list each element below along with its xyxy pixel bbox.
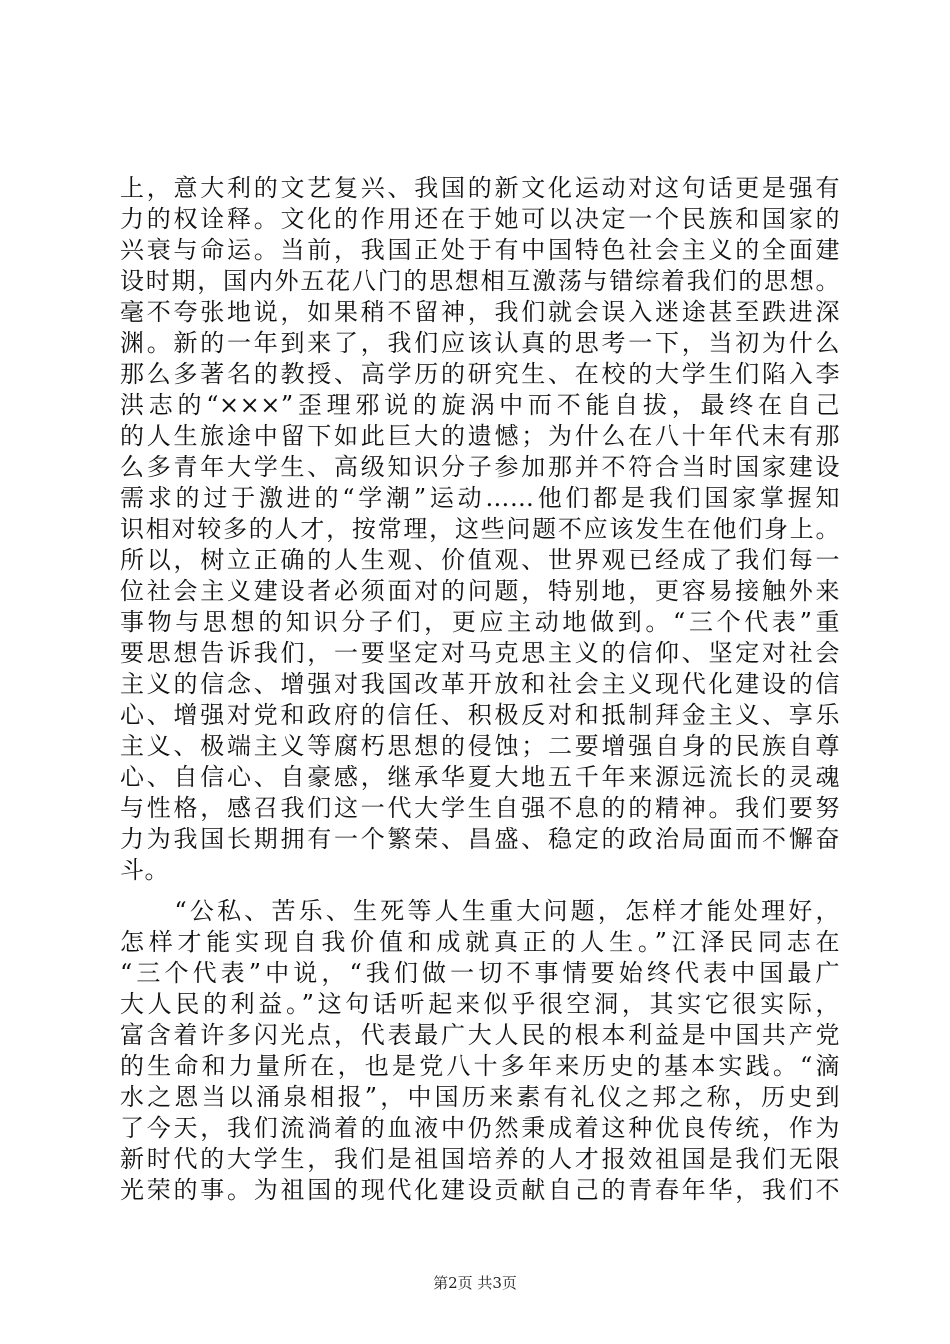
text-line: “三个代表”中说，“我们做一切不事情要始终代表中国最广: [120, 959, 840, 987]
text-line: 洪志的“×××”歪理邪说的旋涡中而不能自拔，最终在自己: [120, 391, 840, 419]
text-line: 光荣的事。为祖国的现代化建设贡献自己的青春年华，我们不: [120, 1176, 840, 1204]
text-line: 渊。新的一年到来了，我们应该认真的思考一下，当初为什么: [120, 329, 840, 357]
paragraph-start-line: “公私、苦乐、生死等人生重大问题，怎样才能处理好，: [120, 897, 840, 925]
text-line: 了今天，我们流淌着的血液中仍然秉成着这种优良传统，作为: [120, 1114, 840, 1142]
text-line: 的生命和力量所在，也是党八十多年来历史的基本实践。“滴: [120, 1052, 840, 1080]
text-line: 的人生旅途中留下如此巨大的遗憾；为什么在八十年代末有那: [120, 422, 840, 450]
text-line: 与性格，感召我们这一代大学生自强不息的的精神。我们要努: [120, 794, 840, 822]
text-line: 大人民的利益。”这句话听起来似乎很空洞，其实它很实际，: [120, 990, 840, 1018]
page-number-footer: 第2页 共3页: [433, 1274, 517, 1292]
text-line: 上，意大利的文艺复兴、我国的新文化运动对这句话更是强有: [120, 174, 840, 202]
text-line: 水之恩当以涌泉相报”，中国历来素有礼仪之邦之称，历史到: [120, 1083, 840, 1111]
text-line: 力的权诠释。文化的作用还在于她可以决定一个民族和国家的: [120, 205, 840, 233]
text-line: 位社会主义建设者必须面对的问题，特别地，更容易接触外来: [120, 577, 840, 605]
text-line: 主义、极端主义等腐朽思想的侵蚀；二要增强自身的民族自尊: [120, 732, 840, 760]
text-line: 斗。: [120, 856, 169, 884]
text-line: 心、自信心、自豪感，继承华夏大地五千年来源远流长的灵魂: [120, 763, 840, 791]
text-line: 设时期，国内外五花八门的思想相互激荡与错综着我们的思想。: [120, 267, 840, 295]
body-text: [120, 173, 840, 1206]
text-line: 那么多著名的教授、高学历的研究生、在校的大学生们陷入李: [120, 360, 840, 388]
text-line: 需求的过于激进的“学潮”运动……他们都是我们国家掌握知: [120, 484, 840, 512]
text-line: 怎样才能实现自我价值和成就真正的人生。”江泽民同志在: [120, 928, 840, 956]
text-line: 毫不夸张地说，如果稍不留神，我们就会误入迷途甚至跌进深: [120, 298, 840, 326]
text-line: 事物与思想的知识分子们，更应主动地做到。“三个代表”重: [120, 608, 840, 636]
text-line: 要思想告诉我们，一要坚定对马克思主义的信仰、坚定对社会: [120, 639, 840, 667]
text-line: 主义的信念、增强对我国改革开放和社会主义现代化建设的信: [120, 670, 840, 698]
text-line: 新时代的大学生，我们是祖国培养的人才报效祖国是我们无限: [120, 1145, 840, 1173]
text-line: 所以，树立正确的人生观、价值观、世界观已经成了我们每一: [120, 546, 840, 574]
text-line: 富含着许多闪光点，代表最广大人民的根本利益是中国共产党: [120, 1021, 840, 1049]
text-line: 么多青年大学生、高级知识分子参加那并不符合当时国家建设: [120, 453, 840, 481]
text-line: 兴衰与命运。当前，我国正处于有中国特色社会主义的全面建: [120, 236, 840, 264]
text-line: 识相对较多的人才，按常理，这些问题不应该发生在他们身上。: [120, 515, 840, 543]
text-line: 心、增强对党和政府的信任、积极反对和抵制拜金主义、享乐: [120, 701, 840, 729]
text-line: 力为我国长期拥有一个繁荣、昌盛、稳定的政治局面而不懈奋: [120, 825, 840, 853]
